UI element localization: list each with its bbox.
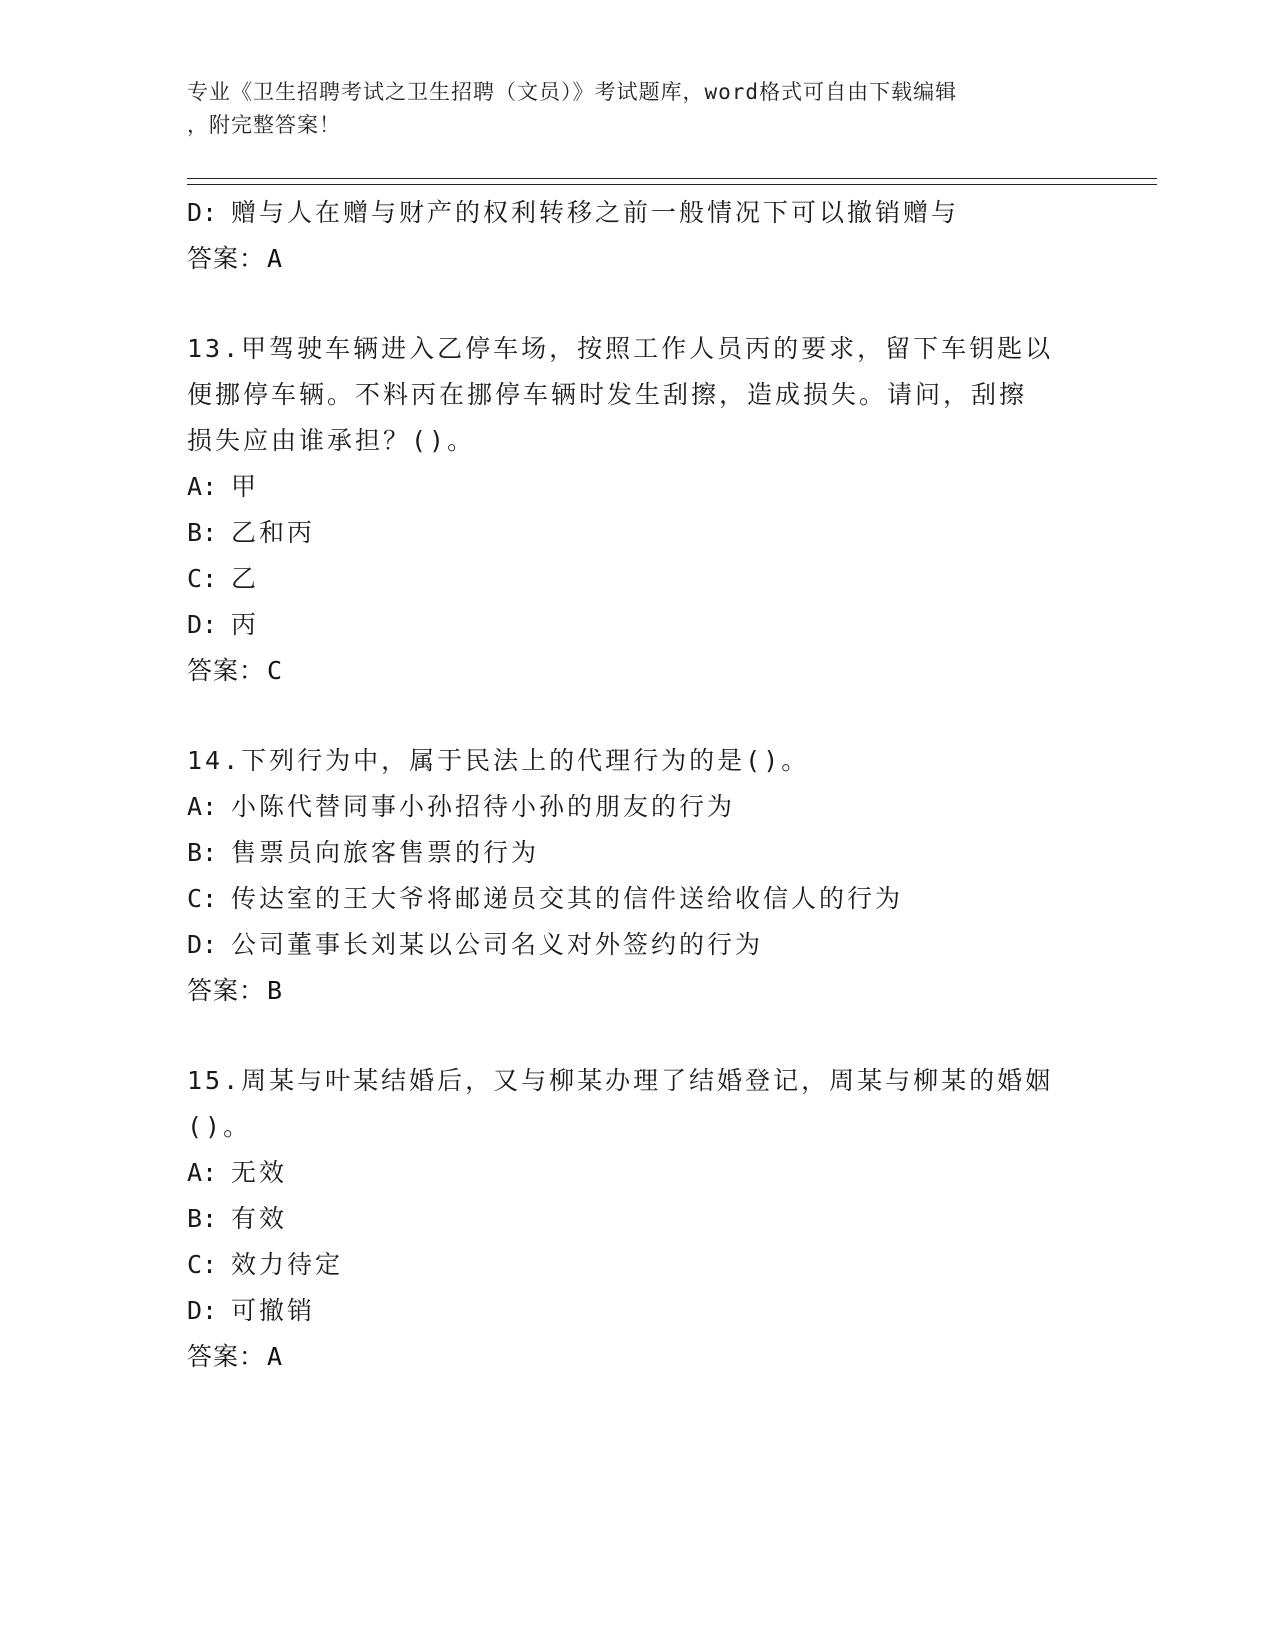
option-label: C: [187,884,218,913]
option-a [187,784,1087,830]
option-text: 乙 [231,564,260,593]
option-text: 甲 [231,472,260,501]
header-line-1: 专业《卫生招聘考试之卫生招聘（文员）》考试题库，word格式可自由下载编辑 [187,80,958,104]
option-text: 赠与人在赠与财产的权利转移之前一般情况下可以撤销赠与 [231,198,960,227]
question-stem-line: 14.下列行为中，属于民法上的代理行为的是()。 [187,746,810,775]
option-label: D: [187,610,218,639]
option-label: A: [187,472,218,501]
option-text: 效力待定 [231,1250,344,1279]
question-15 [187,1058,1087,1380]
answer-value: A [267,244,284,273]
option-text: 丙 [231,610,260,639]
option-label: D: [187,1296,218,1325]
option-text: 无效 [231,1158,288,1187]
prev-option-d [187,190,1087,236]
option-a [187,464,1087,510]
option-label: B: [187,518,218,547]
question-stem-line: ()。 [187,1112,252,1141]
option-a [187,1150,1087,1196]
option-b [187,510,1087,556]
question-stem-line: 损失应由谁承担？()。 [187,426,476,455]
option-label: B: [187,1204,218,1233]
option-label: A: [187,792,218,821]
option-text: 传达室的王大爷将邮递员交其的信件送给收信人的行为 [231,884,904,913]
question-13 [187,326,1087,694]
option-text: 公司董事长刘某以公司名义对外签约的行为 [231,930,764,959]
question-14 [187,738,1087,1014]
option-b [187,830,1087,876]
option-c [187,556,1087,602]
option-b [187,1196,1087,1242]
option-text: 乙和丙 [231,518,316,547]
answer-label: 答案： [187,656,266,685]
option-label: C: [187,564,218,593]
option-text: 小陈代替同事小孙招待小孙的朋友的行为 [231,792,736,821]
option-text: 售票员向旅客售票的行为 [231,838,540,867]
option-label: A: [187,1158,218,1187]
answer-value: C [267,656,284,685]
option-d [187,1288,1087,1334]
option-label: B: [187,838,218,867]
question-stem-line: 13.甲驾驶车辆进入乙停车场，按照工作人员丙的要求，留下车钥匙以 [187,334,1054,363]
answer-value: B [267,976,284,1005]
answer [187,968,1087,1014]
question-stem-line: 便挪停车辆。不料丙在挪停车辆时发生刮擦，造成损失。请问，刮擦 [187,380,1028,409]
option-d [187,602,1087,648]
option-text: 可撤销 [231,1296,316,1325]
question-stem-line: 15.周某与叶某结婚后，又与柳某办理了结婚登记，周某与柳某的婚姻 [187,1066,1054,1095]
spacer [187,694,1087,738]
spacer [187,1014,1087,1058]
answer-label: 答案： [187,1342,266,1371]
header-line-2: ，附完整答案！ [187,113,341,137]
document-header [187,76,1067,142]
question-content [187,190,1087,1380]
answer-label: 答案： [187,244,266,273]
option-c [187,876,1087,922]
option-c [187,1242,1087,1288]
option-label: D: [187,198,218,227]
prev-answer [187,236,1087,282]
option-d [187,922,1087,968]
answer [187,648,1087,694]
spacer [187,282,1087,326]
answer-value: A [267,1342,284,1371]
option-text: 有效 [231,1204,288,1233]
option-label: C: [187,1250,218,1279]
answer-label: 答案： [187,976,266,1005]
answer [187,1334,1087,1380]
option-label: D: [187,930,218,959]
header-double-rule [187,178,1157,185]
